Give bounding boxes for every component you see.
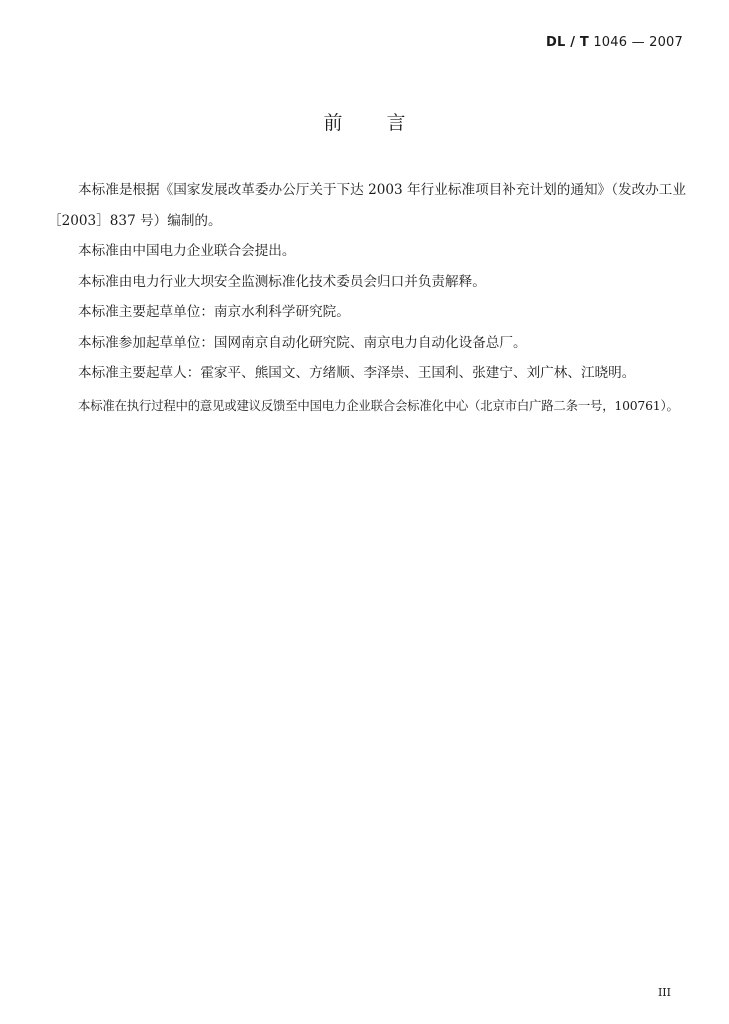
paragraph-committee: 本标准由电力行业大坝安全监测标准化技术委员会归口并负责解释。 (78, 273, 486, 290)
paragraph-participating-units: 本标准参加起草单位：国网南京自动化研究院、南京电力自动化设备总厂。 (78, 334, 527, 351)
page-title: 前言 (323, 112, 450, 134)
page-number: III (657, 986, 671, 999)
standard-year: 2007 (649, 35, 683, 50)
paragraph-drafters: 本标准主要起草人：霍家平、熊国文、方绪顺、李泽崇、王国利、张建宁、刘广林、江晓明。 (78, 365, 636, 381)
standard-separator: — (631, 35, 645, 50)
standard-prefix: DL / T (546, 35, 589, 50)
paragraph-basis: 本标准是根据《国家发展改革委办公厅关于下达 2003 年行业标准项目补充计划的通知》（发改办工业［2003］837 号）编制的。 (48, 182, 686, 229)
standard-number: 1046 (593, 35, 628, 50)
foreword-body (48, 175, 686, 421)
paragraph-feedback: 本标准在执行过程中的意见或建议反馈至中国电力企业联合会标准化中心（北京市白广路二条一号，100761）。 (78, 397, 679, 413)
paragraph-proposer: 本标准由中国电力企业联合会提出。 (78, 243, 296, 259)
standard-code (546, 35, 683, 50)
paragraph-main-drafting-unit: 本标准主要起草单位：南京水利科学研究院。 (78, 304, 350, 320)
